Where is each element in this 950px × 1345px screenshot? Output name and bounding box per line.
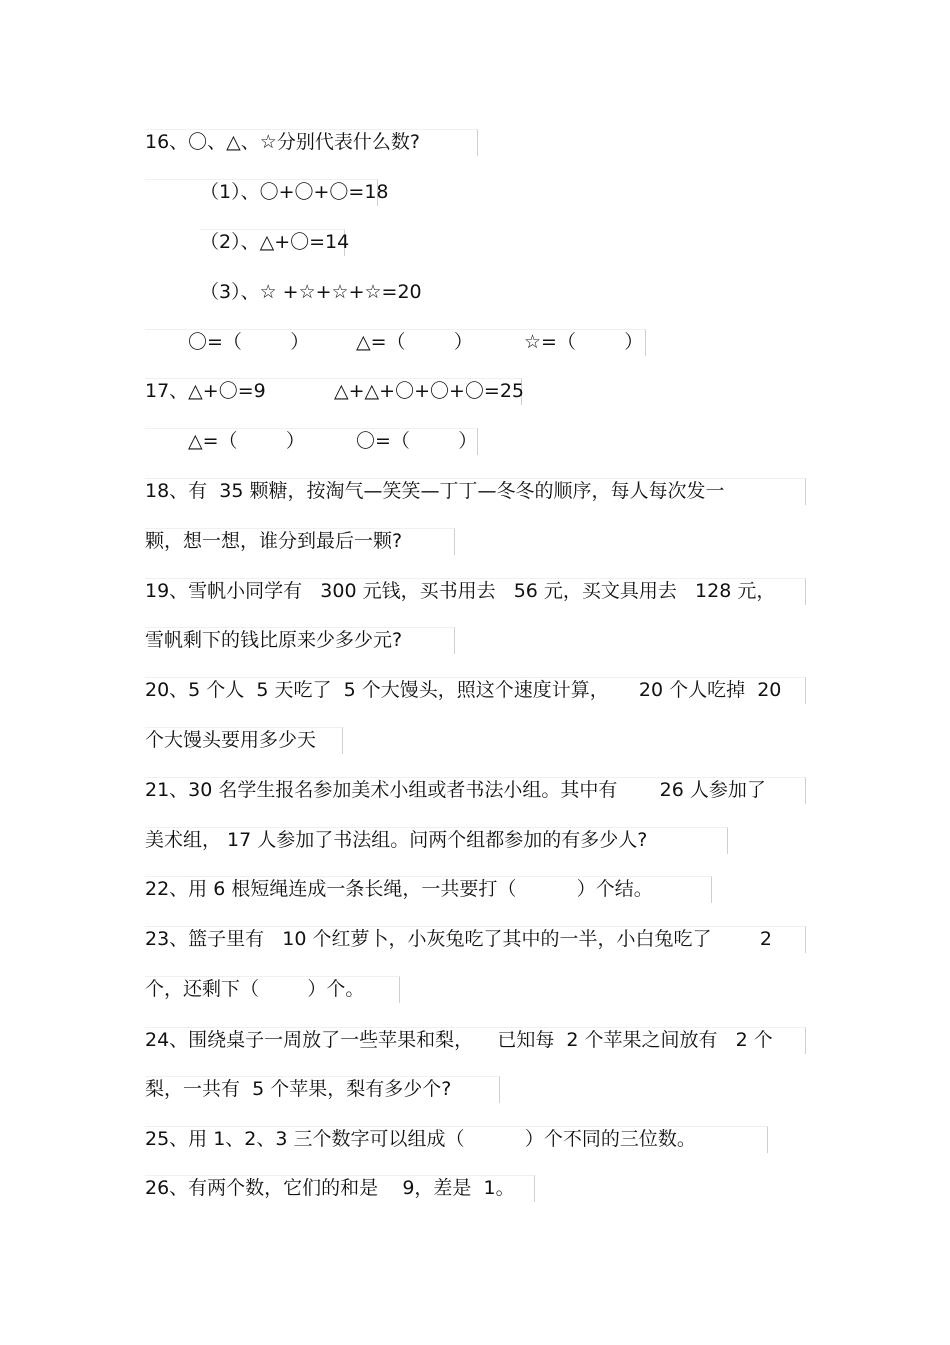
question-17-answer-triangle: △=（ ） <box>188 430 305 452</box>
question-20-line-1: 20、5 个人 5 天吃了 5 个大馒头，照这个速度计算， 20 个人吃掉 20 <box>145 679 782 701</box>
question-25: 25、用 1、2、3 三个数字可以组成（ ）个不同的三位数。 <box>145 1128 696 1150</box>
question-18-line-1: 18、有 35 颗糖，按淘气—笑笑—丁丁—冬冬的顺序，每人每次发一 <box>145 480 725 502</box>
question-17-answer-circle: 〇=（ ） <box>356 430 478 452</box>
question-19-line-1: 19、雪帆小同学有 300 元钱，买书用去 56 元，买文具用去 128 元， <box>145 580 776 602</box>
question-16-equation-3: （3）、☆ +☆+☆+☆=20 <box>200 281 422 303</box>
question-18-line-2: 颗，想一想，谁分到最后一颗? <box>145 530 403 552</box>
question-19-line-2: 雪帆剩下的钱比原来少多少元? <box>145 629 403 651</box>
question-16-answer-circle: 〇=（ ） <box>188 331 310 353</box>
question-17-equation-1: 17、△+〇=9 <box>145 380 266 402</box>
question-24-line-2: 梨，一共有 5 个苹果，梨有多少个? <box>145 1078 452 1100</box>
question-23-line-1: 23、篮子里有 10 个红萝卜，小灰兔吃了其中的一半，小白兔吃了 2 <box>145 928 772 950</box>
question-16-answer-triangle: △=（ ） <box>356 331 473 353</box>
question-17-equation-2: △+△+〇+〇+〇=25 <box>334 380 525 402</box>
question-23-line-2: 个，还剩下（ ）个。 <box>145 978 365 1000</box>
question-16: 16、〇、△、☆分别代表什么数? <box>145 131 420 153</box>
question-21-line-1: 21、30 名学生报名参加美术小组或者书法小组。其中有 26 人参加了 <box>145 779 766 801</box>
question-20-line-2: 个大馒头要用多少天 <box>145 729 317 751</box>
question-16-answer-star: ☆=（ ） <box>524 331 644 353</box>
question-26: 26、有两个数，它们的和是 9，差是 1。 <box>145 1177 515 1199</box>
question-24-line-1: 24、围绕桌子一周放了一些苹果和梨， 已知每 2 个苹果之间放有 2 个 <box>145 1029 773 1051</box>
question-22: 22、用 6 根短绳连成一条长绳，一共要打（ ）个结。 <box>145 878 653 900</box>
question-16-equation-2: （2）、△+〇=14 <box>200 231 350 253</box>
question-16-equation-1: （1）、〇+〇+〇=18 <box>200 181 389 203</box>
question-21-line-2: 美术组， 17 人参加了书法组。问两个组都参加的有多少人? <box>145 829 648 851</box>
